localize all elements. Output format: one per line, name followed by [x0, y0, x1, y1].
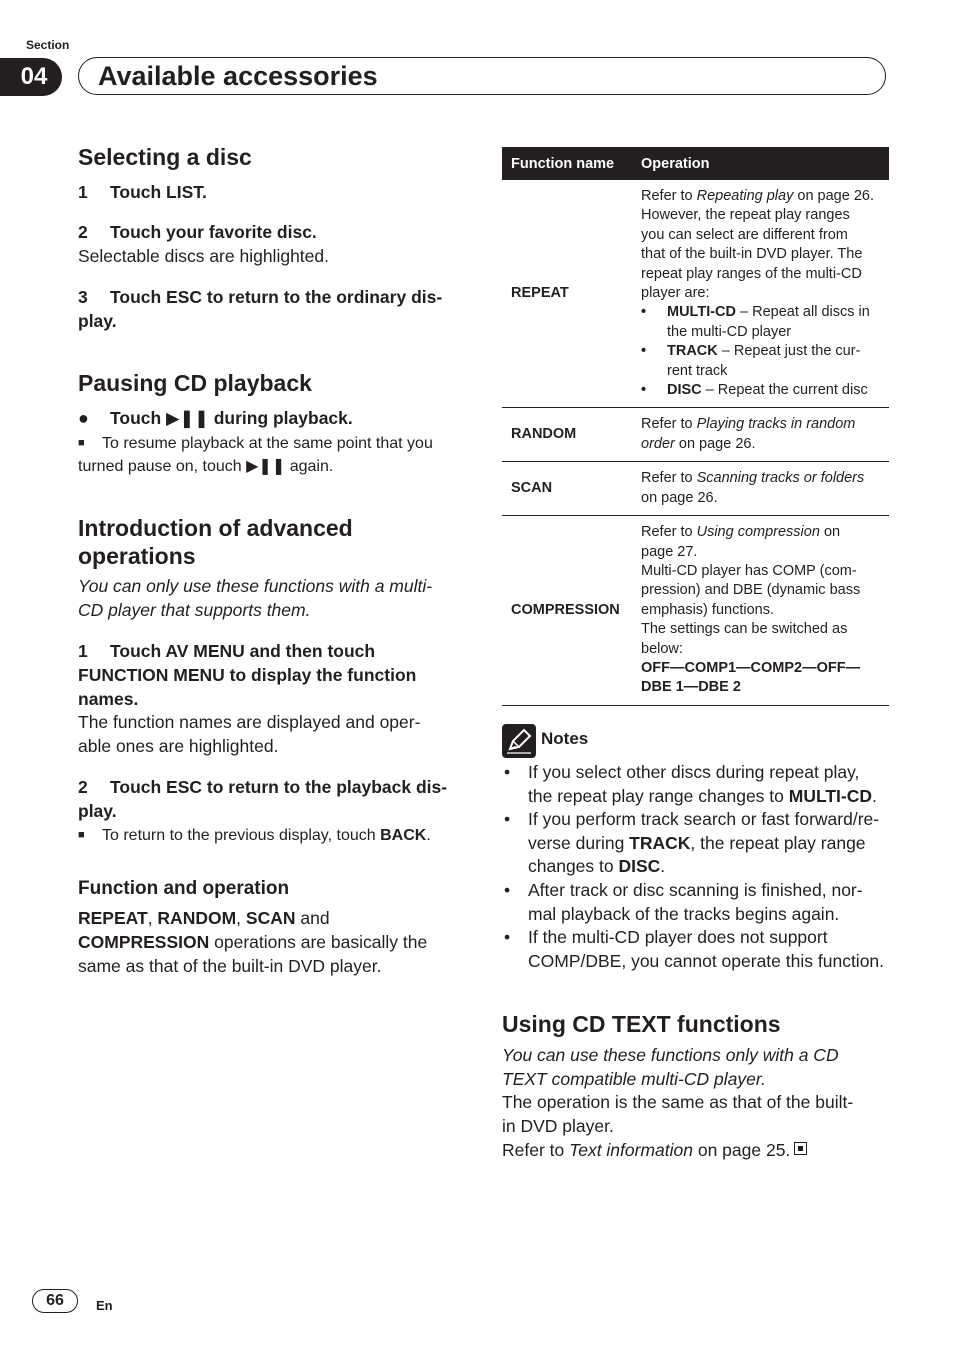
step-number: 1 [78, 182, 88, 202]
cd-text-body-line-2: in DVD player. [502, 1116, 614, 1136]
heading-intro-advanced-cont: operations [78, 543, 196, 569]
cd-text-body-line-1: The operation is the same as that of the built- [502, 1092, 854, 1112]
heading-intro-advanced: Introduction of advanced [78, 515, 353, 541]
table-cell-function: SCAN [502, 462, 632, 516]
selecting-step-1 [78, 180, 207, 204]
selecting-step-2 [78, 220, 317, 244]
list-item: • If the multi-CD player does not support COMP/DBE, you cannot operate this function. [502, 926, 892, 973]
table-row-random [502, 408, 889, 462]
function-operation-line-3: same as that of the built-in DVD player. [78, 956, 382, 976]
table-header-operation: Operation [632, 147, 889, 180]
step-number: 3 [78, 287, 88, 307]
intro-italic-line-2: CD player that supports them. [78, 600, 311, 620]
table-cell-operation: Refer to Scanning tracks or folders on page 26. [632, 462, 889, 516]
table-cell-operation: Refer to Repeating play on page 26. However, the repeat play ranges you can select are different from that of the built-in DVD player. The repeat play ranges of the multi-CD player are: • MULTI-CD – Repeat all discs in the multi-CD player • TRACK – Repeat just the cur- rent track • DISC – Repeat the current disc [632, 180, 889, 408]
intro-step-1-cont: FUNCTION MENU to display the function [78, 665, 417, 685]
step-text: Touch ▶❚❚ during playback. [110, 408, 353, 428]
notes-list [502, 761, 892, 973]
step-text: Touch LIST. [110, 182, 207, 202]
selecting-step-3-cont: play. [78, 311, 117, 331]
pausing-note-cont: turned pause on, touch ▶❚❚ again. [78, 458, 334, 475]
selecting-step-3 [78, 285, 442, 309]
table-row-compression [502, 516, 889, 706]
repeat-range-list [641, 303, 880, 400]
table-cell-function: REPEAT [502, 180, 632, 408]
step-text: Touch ESC to return to the ordinary dis- [110, 287, 443, 307]
end-of-section-icon [794, 1142, 807, 1155]
pausing-note [78, 431, 433, 456]
bullet-dot-icon: ● [78, 408, 89, 428]
section-label: Section [26, 38, 70, 52]
selecting-step-2-body: Selectable discs are highlighted. [78, 246, 329, 266]
intro-step-1-body-cont: able ones are highlighted. [78, 736, 279, 756]
notes-pencil-icon [502, 724, 536, 758]
table-row-scan [502, 462, 889, 516]
notes-title: Notes [541, 729, 589, 748]
step-text: Touch AV MENU and then touch [110, 641, 376, 661]
page-title: Available accessories [98, 61, 378, 91]
pausing-bullet-step [78, 406, 353, 430]
intro-step-1-cont2: names. [78, 689, 139, 709]
table-cell-operation: Refer to Using compression on page 27. Multi-CD player has COMP (com- pression) and DBE (dynamic bass emphasis) functions. The settings can be switched as below: OFF—COMP1—COMP2—OFF— DBE 1—DBE 2 [632, 516, 889, 706]
table-cell-function: RANDOM [502, 408, 632, 462]
step-number: 1 [78, 641, 88, 661]
intro-step-2-note: ■ To return to the previous display, touch BACK. [78, 823, 431, 848]
heading-pausing-cd: Pausing CD playback [78, 370, 312, 396]
function-operation-line-2: COMPRESSION operations are basically the [78, 932, 428, 952]
table-cell-operation: Refer to Playing tracks in random order on page 26. [632, 408, 889, 462]
heading-selecting-disc: Selecting a disc [78, 144, 252, 170]
list-item: • If you perform track search or fast forward/re- verse during TRACK, the repeat play range changes to DISC. [502, 808, 892, 879]
intro-italic-line-1: You can only use these functions with a multi- [78, 576, 433, 596]
section-number-badge: 04 [0, 58, 62, 96]
intro-step-1 [78, 639, 375, 663]
intro-step-2 [78, 775, 447, 799]
function-table [502, 147, 889, 706]
note-text: To resume playback at the same point that you [102, 435, 433, 452]
cd-text-refer: Refer to Text information on page 25. [502, 1138, 807, 1162]
step-number: 2 [78, 777, 88, 797]
intro-step-1-body: The function names are displayed and oper- [78, 712, 421, 732]
step-number: 2 [78, 222, 88, 242]
square-bullet-icon: ■ [78, 829, 85, 841]
cd-text-italic-line-1: You can use these functions only with a CD [502, 1045, 839, 1065]
step-text: Touch your favorite disc. [110, 222, 317, 242]
list-item: • After track or disc scanning is finished, nor- mal playback of the tracks begins again. [502, 879, 892, 926]
heading-function-operation: Function and operation [78, 878, 290, 899]
cd-text-italic-line-2: TEXT compatible multi-CD player. [502, 1069, 766, 1089]
list-item: • MULTI-CD – Repeat all discs in the multi-CD player [667, 303, 880, 342]
heading-cd-text: Using CD TEXT functions [502, 1011, 781, 1037]
page-language: En [96, 1298, 113, 1313]
intro-step-2-cont: play. [78, 801, 117, 821]
list-item: • If you select other discs during repeat play, the repeat play range changes to MULTI-CD. [502, 761, 892, 808]
table-row-repeat [502, 180, 889, 408]
page-number: 66 [32, 1289, 78, 1313]
list-item: • DISC – Repeat the current disc [667, 381, 880, 400]
step-text: Touch ESC to return to the playback dis- [110, 777, 448, 797]
table-header-row [502, 147, 889, 180]
table-header-function-name: Function name [502, 147, 632, 180]
list-item: • TRACK – Repeat just the cur- rent track [667, 342, 880, 381]
square-bullet-icon: ■ [78, 437, 85, 449]
table-cell-function: COMPRESSION [502, 516, 632, 706]
function-operation-line-1: REPEAT, RANDOM, SCAN and [78, 908, 330, 928]
